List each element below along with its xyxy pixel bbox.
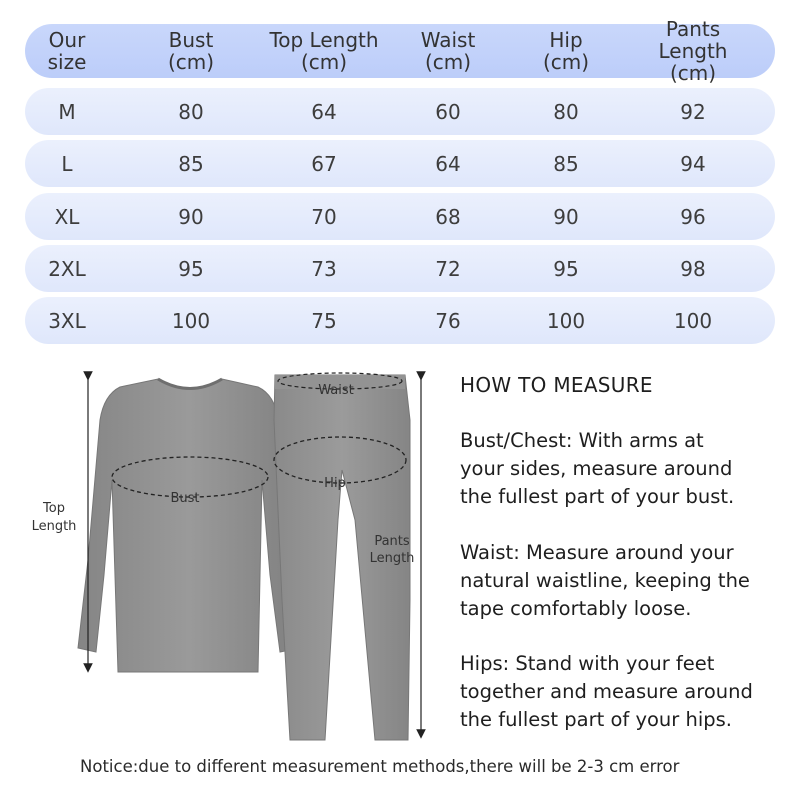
table-row [25, 88, 775, 135]
top-length-cell: 70 [311, 204, 337, 229]
pants-length-cell: 94 [680, 151, 706, 176]
table-row [25, 245, 775, 292]
hip-label: Hip [324, 476, 346, 491]
waist-cell: 76 [435, 308, 461, 333]
header-top-length: Top Length (cm) [269, 28, 379, 74]
waist-cell: 68 [435, 204, 461, 229]
header-waist: Waist (cm) [420, 28, 476, 74]
size-table-header [25, 17, 775, 85]
top-length-cell: 73 [311, 256, 337, 281]
bust-cell: 95 [178, 256, 204, 281]
top-length-cell: 67 [311, 151, 337, 176]
waist-instructions: Waist: Measure around your natural waistline, keeping the tape comfortably loose. [460, 541, 750, 620]
table-row [25, 297, 775, 344]
waist-cell: 72 [435, 256, 461, 281]
size-cell: 3XL [48, 308, 86, 333]
shirt-icon [78, 379, 300, 672]
pants-length-cell: 96 [680, 204, 706, 229]
header-hip: Hip (cm) [542, 28, 590, 74]
how-to-measure-title: HOW TO MEASURE [460, 373, 653, 397]
waist-cell: 60 [435, 99, 461, 124]
pants-length-cell: 100 [673, 308, 713, 333]
top-length-cell: 75 [311, 308, 337, 333]
size-cell: 2XL [48, 256, 86, 281]
measurement-illustration [0, 360, 450, 750]
waist-cell: 64 [435, 151, 461, 176]
hip-cell: 80 [553, 99, 579, 124]
header-pants-length: Pants Length (cm) [658, 17, 728, 85]
top-length-cell: 64 [311, 99, 337, 124]
waist-label: Waist [318, 383, 354, 398]
hip-cell: 100 [546, 308, 586, 333]
bust-cell: 85 [178, 151, 204, 176]
bust-label: Bust [170, 491, 200, 506]
top-length-label-2: Length [31, 519, 77, 534]
pants-length-cell: 98 [680, 256, 706, 281]
size-cell: M [58, 99, 76, 124]
bust-instructions: Bust/Chest: With arms at your sides, measure around the fullest part of your bust. [460, 429, 735, 508]
table-row [25, 140, 775, 187]
bust-cell: 90 [178, 204, 204, 229]
hip-cell: 90 [553, 204, 579, 229]
bust-cell: 100 [171, 308, 211, 333]
hip-cell: 95 [553, 256, 579, 281]
hip-cell: 85 [553, 151, 579, 176]
pants-length-label-2: Length [369, 551, 415, 566]
top-length-label-1: Top [43, 501, 65, 516]
error-notice: Notice:due to different measurement methods,there will be 2-3 cm error [80, 757, 680, 776]
pants-length-cell: 92 [680, 99, 706, 124]
header-our-size: Our size [47, 28, 87, 74]
size-cell: XL [54, 204, 80, 229]
size-cell: L [61, 151, 73, 176]
pants-length-label-1: Pants [374, 534, 410, 549]
table-row [25, 193, 775, 240]
header-bust: Bust (cm) [167, 28, 215, 74]
hips-instructions: Hips: Stand with your feet together and measure around the fullest part of your hips. [460, 652, 753, 731]
bust-cell: 80 [178, 99, 204, 124]
